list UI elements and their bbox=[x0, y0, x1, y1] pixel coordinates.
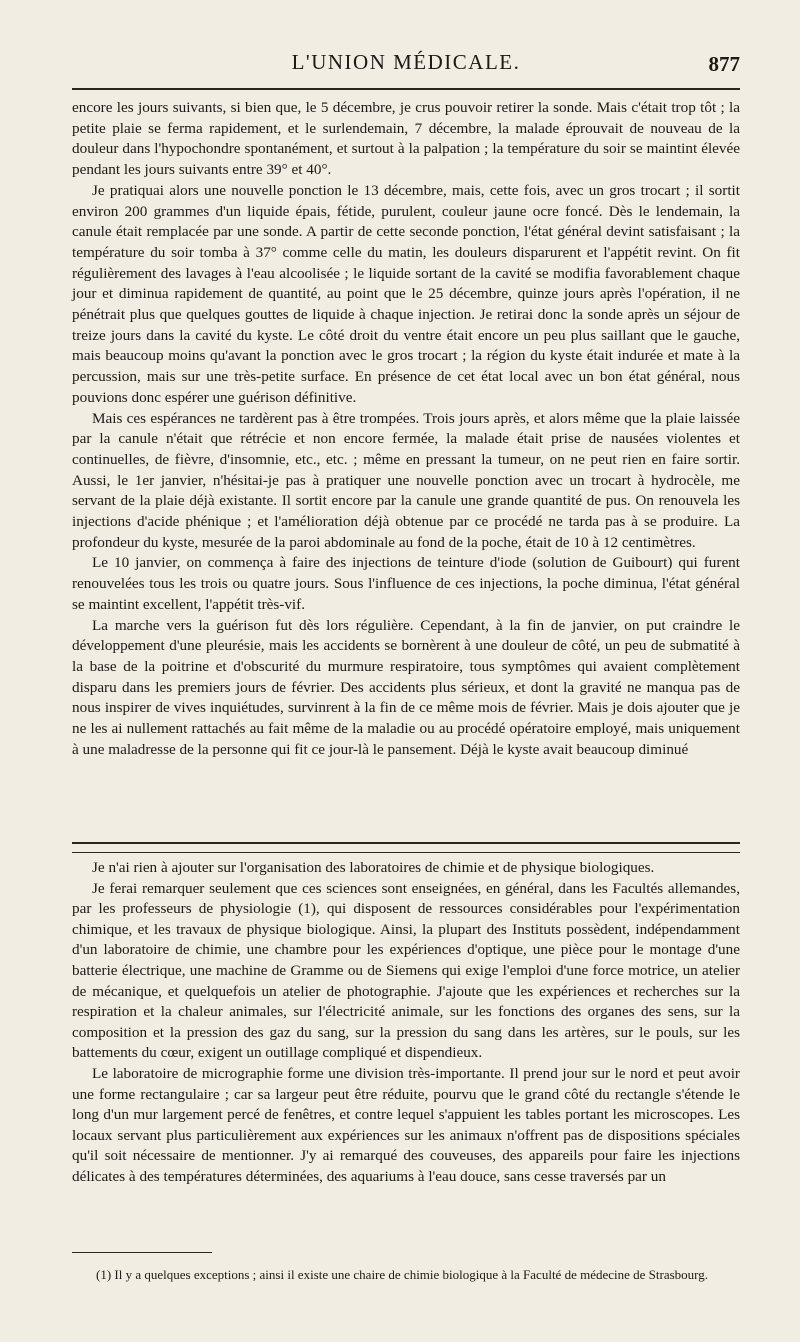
paragraph: Mais ces espérances ne tardèrent pas à être trompées. Trois jours après, et alors même que la plaie laissée par la canule n'était que rétrécie et non encore fermée, la malade était prise de nausées violentes et continuelles, de fièvre, d'insomnie, etc., etc. ; même en pressant la tumeur, on ne peut rien en faire sortir. Aussi, le 1er janvier, n'hésitai-je pas à pratiquer une nouvelle ponction avec un trocart à hydrocèle, me servant de la plaie déjà existante. Il sortit encore par la canule une grande quantité de pus. On renouvela les injections d'acide phénique ; et l'amélioration déjà obtenue par ce procédé ne tarda pas à se produire. La profondeur du kyste, mesurée de la paroi abdominale au fond de la poche, était de 10 à 12 centimètres. bbox=[72, 409, 740, 551]
paragraph: encore les jours suivants, si bien que, le 5 décembre, je crus pouvoir retirer la sonde. Mais c'était trop tôt ; la petite plaie se ferma rapidement, et le surlendemain, 7 décembre, la malade éprouvait de nouveau de la douleur dans l'hypochondre spontanément, et surtout à la palpation ; la température du soir se maintint élevée pendant les jours suivants entre 39° et 40°. bbox=[72, 99, 740, 179]
header-rule bbox=[72, 88, 740, 90]
paragraph: Je pratiquai alors une nouvelle ponction le 13 décembre, mais, cette fois, avec un gros trocart ; il sortit environ 200 grammes d'un liquide épais, fétide, purulent, couleur jaune ocre foncé. Dès le lendemain, la canule était remplacée par une sonde. A partir de cette seconde ponction, l'état général devint satisfaisant ; la température du soir tomba à 37° comme celle du matin, les douleurs disparurent et l'appétit revint. On fit régulièrement des lavages à l'eau alcoolisée ; le liquide sortant de la cavité se modifia favorablement chaque jour et diminua rapidement de quantité, au point que le 25 décembre, quinze jours après l'opération, il ne pénétrait plus que quelques gouttes de liquide à chaque injection. Je retirai donc la sonde après un séjour de treize jours dans la cavité du kyste. Le côté droit du ventre était encore un peu plus saillant que le gauche, mais beaucoup moins qu'avant la ponction avec le gros trocart ; la région du kyste était indurée et mate à la percussion, mais sur une très-petite surface. En présence de cet état local avec un bon état général, nous pouvions donc espérer une guérison définitive. bbox=[72, 181, 740, 406]
paragraph: Le laboratoire de micrographie forme une division très-importante. Il prend jour sur le nord et peut avoir une forme rectangulaire ; car sa largeur peut être réduite, pourvu que le grand côté du rectangle s'étende le long d'un mur largement percé de fenêtres, et contre lequel s'appuient les tables portant les microscopes. Les locaux servant plus particulièrement aux expériences sur les animaux n'offrent pas de dispositions spéciales qu'il soit nécessaire de mentionner. J'y ai remarqué des couveuses, des appareils pour faire les injections délicates à des températures déterminées, des aquariums à l'eau douce, sans cesse traversés par un bbox=[72, 1064, 740, 1185]
laboratories-section bbox=[72, 858, 740, 1188]
paragraph: Je n'ai rien à ajouter sur l'organisation des laboratoires de chimie et de physique biologiques. bbox=[92, 859, 655, 876]
paragraph: La marche vers la guérison fut dès lors régulière. Cependant, à la fin de janvier, on put craindre le développement d'une pleurésie, mais les accidents se bornèrent à une douleur de côté, un peu de submatité à la base de la poitrine et d'obscurité du murmure respiratoire, tous symptômes qui avaient complètement disparu dans les premiers jours de février. Des accidents plus sérieux, et dont la gravité ne manqua pas de nous inspirer de vives inquiétudes, survinrent à la fin de ce même mois de février. Mais je dois ajouter que je ne les ai nullement rattachés au fait même de la maladie ou au procédé opératoire employé, mais uniquement à une maladresse de la personne qui fit ce jour-là le pansement. Déjà le kyste avait beaucoup diminué bbox=[72, 616, 740, 758]
running-title: L'UNION MÉDICALE. bbox=[291, 50, 521, 74]
section-separator-rule bbox=[72, 842, 740, 853]
page-number: 877 bbox=[708, 52, 740, 76]
footnote: (1) Il y a quelques exceptions ; ainsi il existe une chaire de chimie biologique à la Faculté de médecine de Strasbourg. bbox=[96, 1267, 709, 1282]
case-report-section bbox=[72, 98, 740, 761]
paragraph: Je ferai remarquer seulement que ces sciences sont enseignées, en général, dans les Facultés allemandes, par les professeurs de physiologie (1), qui disposent de ressources considérables pour l'expérimentation chimique, et les travaux de physique biologique. Ainsi, la plupart des Instituts possèdent, indépendamment d'un laboratoire de chimie, une chambre pour les expériences d'optique, une pièce pour le montage d'une batterie électrique, une machine de Gramme ou de Siemens qui exige l'emploi d'une force motrice, un atelier de mécanique, et quelquefois un atelier de photographie. J'ajoute que les expériences et recherches sur la respiration et la chaleur animales, sur l'électricité animale, sur les fonctions des organes des sens, sur la composition et la pression des gaz du sang, sur la pression du sang dans les artères, sur le pouls, sur les battements du cœur, exigent un outillage compliqué et dispendieux. bbox=[72, 879, 740, 1062]
paragraph: Le 10 janvier, on commença à faire des injections de teinture d'iode (solution de Guibourt) qui furent renouvelées tous les trois ou quatre jours. Sous l'influence de ces injections, la poche diminua, l'état général se maintint excellent, l'appétit très-vif. bbox=[72, 554, 740, 613]
footnote-rule bbox=[72, 1252, 212, 1253]
page-header bbox=[72, 46, 740, 82]
